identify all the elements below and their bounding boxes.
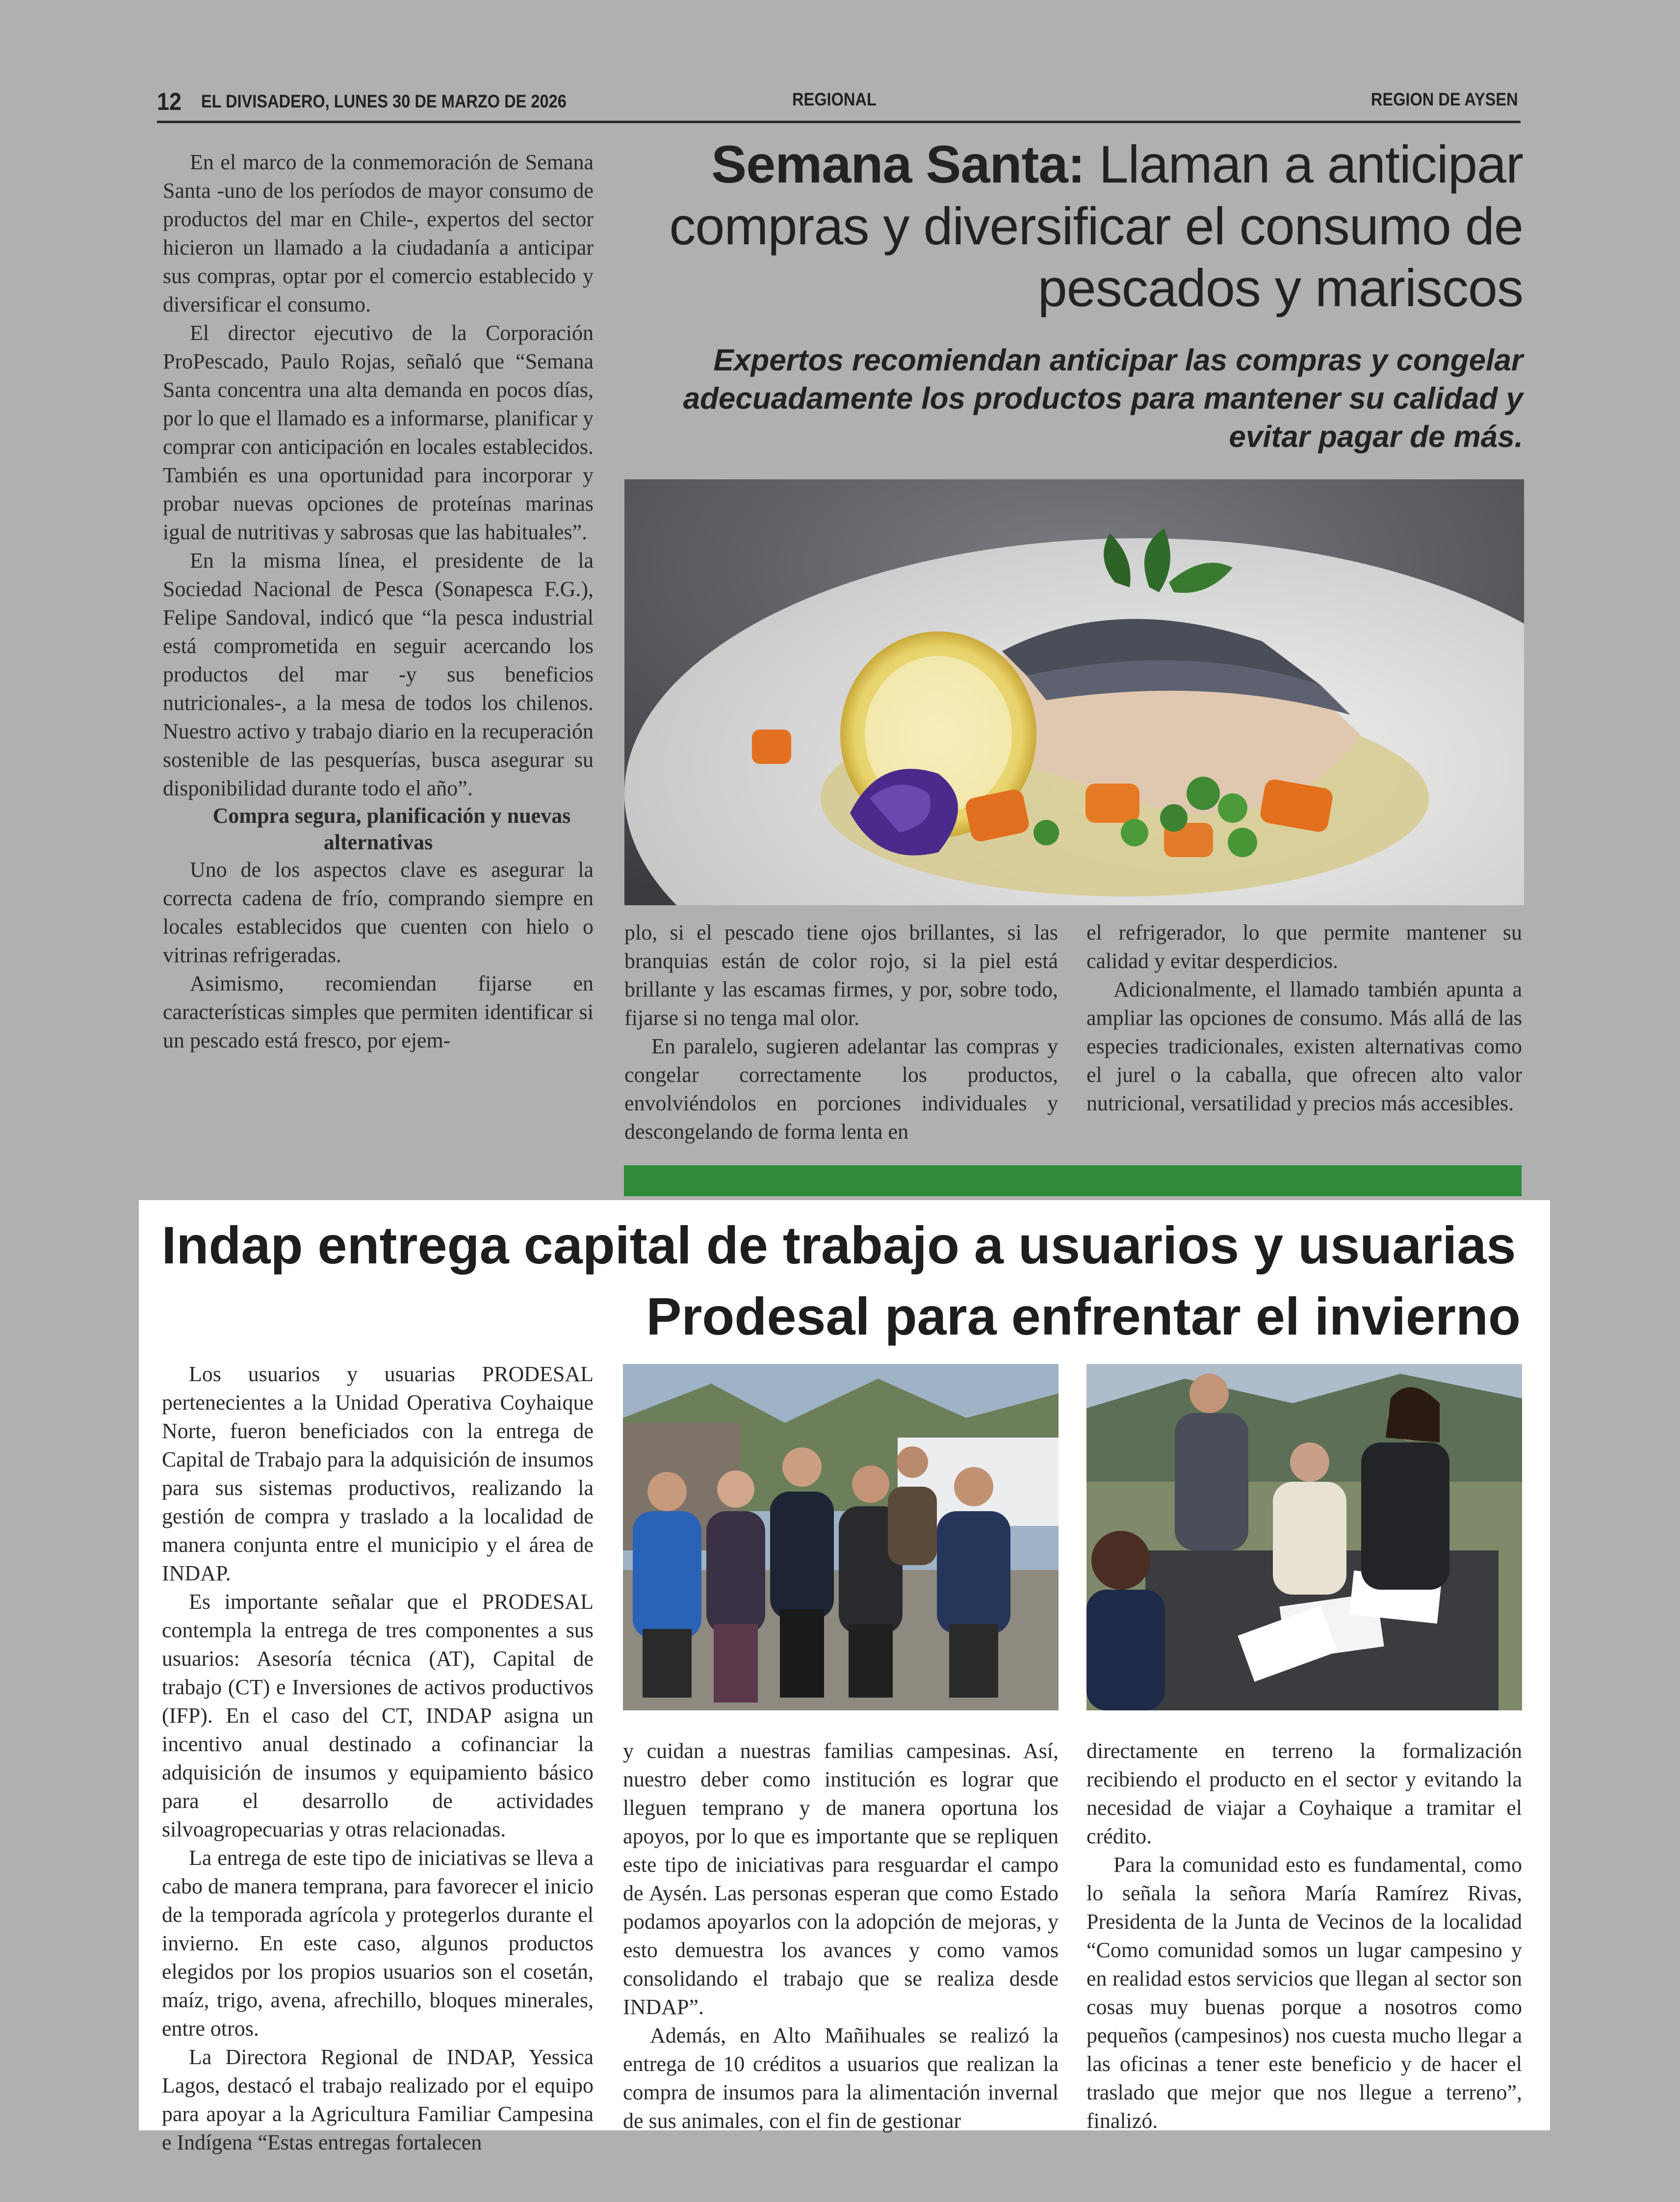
paragraph: y cuidan a nuestras familias campesinas. Así, nuestro deber como institución es lograr que lleguen temprano y de manera oportuna los apoyos, por lo que es importante que se repliquen este tipo de iniciativas para resguardar el campo de Aysén. Las personas esperan que como Estado podamos apoyarlos con la adopción de mejoras, y esto demuestra los avances y como vamos consolidando el trabajo que se realiza desde INDAP”. [623,1739,1059,2019]
article2-headline [157,1209,1521,1352]
paragraph: plo, si el pescado tiene ojos brillantes, si las branquias están de color rojo, si la piel está brillante y las escamas firmes, y por, sobre todo, fijarse si no tenga mal olor. [624,920,1058,1030]
header-rule [157,121,1521,123]
paragraph: Asimismo, recomiendan fijarse en características simples que permiten identificar si un pescado está fresco, por ejem- [163,971,594,1052]
paragraph: Uno de los aspectos clave es asegurar la correcta cadena de frío, comprando siempre en locales establecidos que cuenten con hielo o vitrinas refrigeradas. [163,858,594,967]
paragraph: En paralelo, sugieren adelantar las compras y congelar correctamente los productos, envolviéndolos en porciones individuales y descongelando de forma lenta en [624,1034,1058,1144]
region-label: REGION DE AYSEN [1371,89,1518,109]
paragraph: En el marco de la conmemoración de Semana Santa -uno de los períodos de mayor consumo de productos del mar en Chile-, expertos del sector hicieron un llamado a la ciudadanía a anticipar sus compras, optar por el comercio establecido y diversificar el consumo. [163,150,594,316]
section-label: REGIONAL [792,89,877,109]
headline-text: Llaman a anticipar compras y diversificar el consumo de pescados y mariscos [669,134,1523,317]
headline-line-2: Prodesal para enfrentar el invierno [646,1286,1521,1346]
paragraph: Es importante señalar que el PRODESAL contempla la entrega de tres componentes a sus usuarios: Asesoría técnica (AT), Capital de trabajo (CT) e Inversiones de activos productivos (IFP). En el caso del CT, INDAP asigna un incentivo anual destinado a cofinanciar la adquisición de insumos y equipamiento básico para el desarrollo de actividades silvoagropecuarias y otras relacionadas. [162,1590,594,1841]
headline-line-1: Indap entrega capital de trabajo a usuarios y usuarias [161,1215,1516,1275]
paragraph: el refrigerador, lo que permite mantener su calidad y evitar desperdicios. [1086,920,1522,973]
paragraph: El director ejecutivo de la Corporación ProPescado, Paulo Rojas, señaló que “Semana Santa concentra una alta demanda en pocos días, por lo que el llamado es a informarse, planificar y comprar con anticipación en locales establecidos. También es una oportunidad para incorporar y probar nuevas opciones de proteínas marinas igual de nutritivas y sabrosas que las habituales”. [163,321,594,544]
subhead: Compra segura, planificación y nuevas alternativas [212,804,571,854]
fish-dish-image [624,479,1524,905]
headline-kicker: Semana Santa: [711,134,1085,194]
paragraph: Los usuarios y usuarias PRODESAL pertenecientes a la Unidad Operativa Coyhaique Norte, fueron beneficiados con la entrega de Capital de Trabajo para la adquisición de insumos para sus sistemas productivos, realizando la gestión de compra y traslado a la localidad de manera conjunta entre el municipio y el área de INDAP. [162,1362,594,1585]
article2-column-1 [162,1360,594,2157]
article2-photo-2 [1086,1364,1522,1710]
paragraph: La Directora Regional de INDAP, Yessica Lagos, destacó el trabajo realizado por el equipo para apoyar a la Agricultura Familiar Campesina e Indígena “Estas entregas fortalecen [162,2045,594,2154]
group-photo-image [623,1364,1059,1710]
article1-deck: Expertos recomiendan anticipar las compras y congelar adecuadamente los productos para mantener su calidad y evitar pagar de más. [683,343,1523,454]
paragraph: Adicionalmente, el llamado también apunta a ampliar las opciones de consumo. Más allá de las especies tradicionales, existen alternativas como el jurel o la caballa, que ofrecen alto valor nutricional, versatilidad y precios más accesibles. [1086,977,1522,1115]
paragraph: La entrega de este tipo de iniciativas se lleva a cabo de manera temprana, para favorecer el inicio de la temporada agrícola y protegerlos durante el invierno. En este caso, algunos productos elegidos por los propios usuarios son el cosetán, maíz, trigo, avena, afrechillo, bloques minerales, entre otros. [162,1846,594,2041]
article2-column-3 [1086,1737,1522,2135]
paragraph: Para la comunidad esto es fundamental, como lo señala la señora María Ramírez Rivas, Presidenta de la Junta de Vecinos de la localidad “Como comunidad somos un lugar campesino y en realidad estos servicios que llegan al sector son cosas muy buenas porque a nosotros como pequeños (campesinos) nos cuesta mucho llegar a las oficinas a tener este beneficio y de hacer el traslado que mejor que nos llegue a terreno”, finalizó. [1086,1853,1522,2133]
paragraph: directamente en terreno la formalización recibiendo el producto en el sector y evitando la necesidad de viajar a Coyhaique a tramitar el crédito. [1086,1739,1522,1848]
article2-column-2 [623,1737,1059,2135]
article1-headline [633,133,1523,319]
accent-bar [624,1165,1522,1196]
article1-column-1 [163,148,594,1055]
article1-photo [624,479,1524,905]
article1-column-3 [1086,918,1522,1118]
paragraph: En la misma línea, el presidente de la Sociedad Nacional de Pesca (Sonapesca F.G.), Felipe Sandoval, indicó que “la pesca industrial está comprometida en seguir acercando los productos del mar -y sus beneficios nutricionales-, a la mesa de todos los chilenos. Nuestro activo y trabajo diario en la recuperación sostenible de las pesquerías, busca asegurar su disponibilidad durante todo el año”. [163,549,594,800]
paragraph: Además, en Alto Mañihuales se realizó la entrega de 10 créditos a usuarios que realizan la compra de insumos para la alimentación invernal de sus animales, con el fin de gestionar [623,2023,1059,2133]
page-number: 12 [157,88,182,115]
article1-column-2 [624,918,1058,1146]
article2-photo-1 [623,1364,1059,1710]
signing-photo-image [1086,1364,1522,1710]
publication-date: EL DIVISADERO, LUNES 30 DE MARZO DE 2026 [201,91,567,111]
